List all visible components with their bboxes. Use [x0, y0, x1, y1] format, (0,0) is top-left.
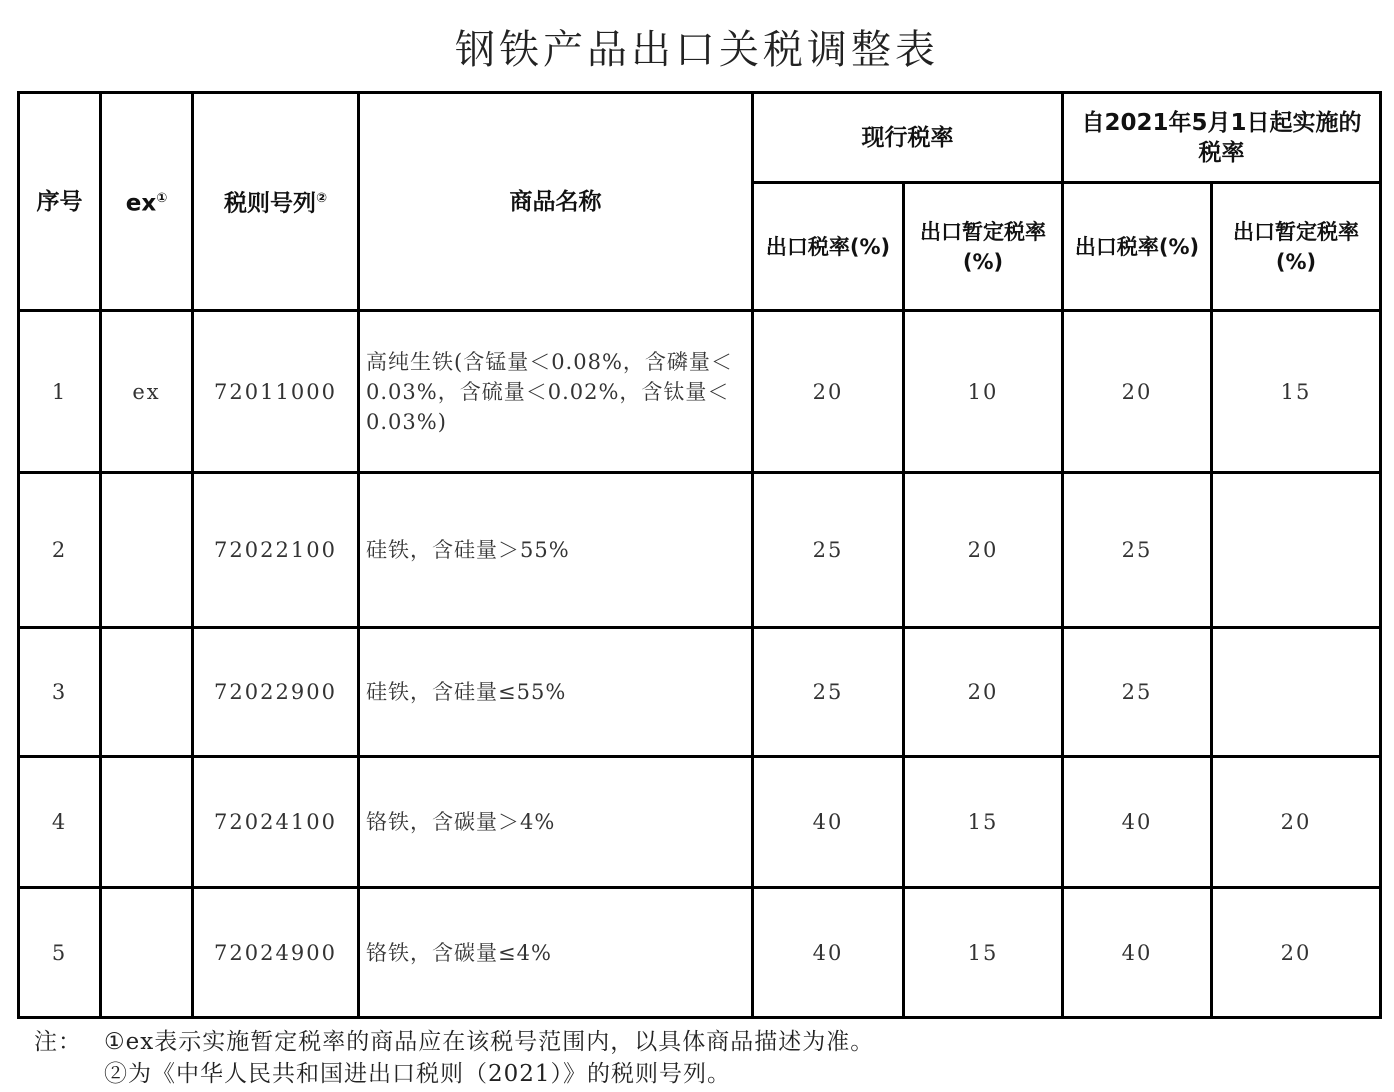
cell-cur-export: 40: [753, 888, 904, 1018]
cell-code: 72022900: [193, 628, 359, 757]
cell-new-export: 20: [1063, 311, 1212, 473]
footnotes: [34, 1026, 874, 1090]
cell-name: 铬铁，含碳量＞4%: [359, 757, 753, 888]
page-title: 钢铁产品出口关税调整表: [455, 27, 939, 73]
header-new-export: 出口税率(%): [1063, 183, 1212, 311]
cell-code: 72011000: [193, 311, 359, 473]
header-current-provisional: 出口暂定税率(%): [904, 183, 1063, 311]
cell-ex: [101, 473, 193, 628]
header-new-provisional: 出口暂定税率(%): [1212, 183, 1381, 311]
header-ex: ex①: [101, 93, 193, 311]
cell-new-prov: [1212, 628, 1381, 757]
cell-ex: [101, 757, 193, 888]
note-1: ①ex表示实施暂定税率的商品应在该税号范围内，以具体商品描述为准。: [104, 1029, 875, 1055]
cell-name: 高纯生铁(含锰量＜0.08%，含磷量＜0.03%，含硫量＜0.02%，含钛量＜0.03%): [359, 311, 753, 473]
cell-seq: 5: [19, 888, 101, 1018]
cell-cur-export: 20: [753, 311, 904, 473]
header-new-rate: 自2021年5月1日起实施的税率: [1063, 93, 1381, 183]
cell-code: 72024100: [193, 757, 359, 888]
notes-label: 注：: [34, 1029, 82, 1055]
table-row: [19, 473, 1381, 628]
header-name: 商品名称: [359, 93, 753, 311]
cell-ex: [101, 628, 193, 757]
cell-seq: 1: [19, 311, 101, 473]
header-seq: 序号: [19, 93, 101, 311]
cell-seq: 2: [19, 473, 101, 628]
cell-cur-prov: 20: [904, 473, 1063, 628]
cell-cur-export: 40: [753, 757, 904, 888]
table-row: [19, 757, 1381, 888]
cell-cur-export: 25: [753, 628, 904, 757]
cell-cur-prov: 10: [904, 311, 1063, 473]
cell-cur-prov: 15: [904, 757, 1063, 888]
cell-name: 硅铁，含硅量≤55%: [359, 628, 753, 757]
tariff-table: [17, 91, 1382, 1019]
header-current-rate: 现行税率: [753, 93, 1063, 183]
cell-new-export: 40: [1063, 757, 1212, 888]
cell-new-export: 40: [1063, 888, 1212, 1018]
cell-new-export: 25: [1063, 628, 1212, 757]
header-code: 税则号列②: [193, 93, 359, 311]
cell-code: 72024900: [193, 888, 359, 1018]
cell-new-prov: 20: [1212, 757, 1381, 888]
table-row: [19, 311, 1381, 473]
cell-new-export: 25: [1063, 473, 1212, 628]
header-current-export: 出口税率(%): [753, 183, 904, 311]
cell-name: 铬铁，含碳量≤4%: [359, 888, 753, 1018]
cell-cur-prov: 20: [904, 628, 1063, 757]
cell-code: 72022100: [193, 473, 359, 628]
cell-seq: 3: [19, 628, 101, 757]
cell-ex: [101, 888, 193, 1018]
cell-seq: 4: [19, 757, 101, 888]
cell-cur-export: 25: [753, 473, 904, 628]
cell-cur-prov: 15: [904, 888, 1063, 1018]
cell-name: 硅铁，含硅量＞55%: [359, 473, 753, 628]
cell-new-prov: 15: [1212, 311, 1381, 473]
cell-new-prov: 20: [1212, 888, 1381, 1018]
table-row: [19, 628, 1381, 757]
table-row: [19, 888, 1381, 1018]
cell-new-prov: [1212, 473, 1381, 628]
note-2: ②为《中华人民共和国进出口税则（2021）》的税则号列。: [104, 1061, 732, 1087]
cell-ex: ex: [101, 311, 193, 473]
